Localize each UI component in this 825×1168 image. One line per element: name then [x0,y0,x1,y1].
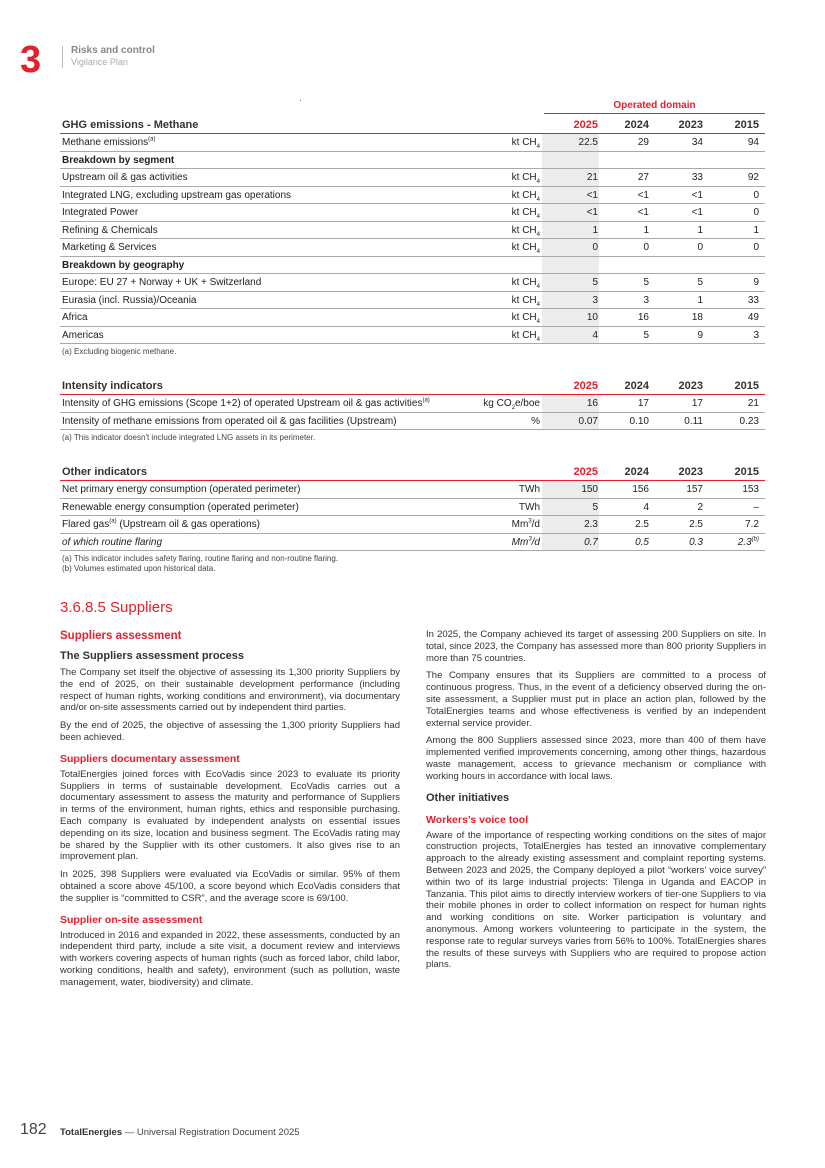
cell-value [542,499,598,517]
cell-value [703,169,759,187]
cell-value [542,222,598,240]
row-label-text: Breakdown by geography [62,259,185,271]
cell-value [647,274,703,292]
cell-value [542,134,598,152]
unit-subscript: 4 [536,319,540,325]
cell-value [647,327,703,345]
table-row [60,516,765,534]
operated-domain-header: Operated domain [544,100,765,114]
cell-value [647,481,703,499]
cell-text: <1 [637,207,649,218]
paragraph: In 2025, 398 Suppliers were evaluated via EcoVadis or similar. 95% of them obtained a score above 45/100, a score beyond which EcoVadis considers that the supplier is “committed to CSR”, and the average score is 69/100. [60,869,400,904]
unit-text: % [531,415,540,427]
cell-text: 0.7 [584,536,598,548]
cell-value [542,187,598,205]
table-footnotes [60,347,765,357]
cell-text: 5 [643,329,649,341]
row-label [62,534,162,552]
table-footnotes [60,433,765,443]
cell-text: 1 [697,224,703,236]
cell-value [542,395,598,413]
cell-value [542,327,598,345]
cell-text: 1 [697,294,703,306]
table-row [60,274,765,292]
cell-value [647,395,703,413]
cell-value [542,534,598,552]
cell-text: 0.23 [739,415,759,427]
row-label [62,274,261,292]
footer-doc: — Universal Registration Document 2025 [122,1127,300,1138]
cell-text: 17 [691,398,703,409]
row-label-text: Net primary energy consumption (operated perimeter) [62,484,301,495]
cell-value [647,187,703,205]
row-label-text: Renewable energy consumption (operated perimeter) [62,501,299,513]
unit-subscript: 4 [536,144,540,150]
year-header: 2015 [734,380,759,392]
row-label [62,395,430,413]
unit-subscript: 4 [536,214,540,220]
cell-text: 22.5 [578,137,598,148]
cell-text: 1 [643,224,649,236]
cell-text: 33 [691,172,703,183]
cell-text: 33 [747,294,759,306]
cell-value [703,395,759,413]
unit-tail: e/boe [514,398,540,409]
table-row [60,292,765,310]
cell-text: 0.07 [578,415,598,427]
footer-brand: TotalEnergies [60,1127,123,1138]
table-row [60,239,765,257]
other-indicators-table [60,463,765,574]
cell-value [542,516,598,534]
year-header: 2024 [624,119,649,131]
row-unit [512,327,540,345]
cell-value [593,292,649,310]
unit-tail: /d [531,519,540,530]
cell-text: 1 [753,224,759,236]
cell-text: 2 [697,501,703,513]
cell-text: 9 [753,277,759,288]
unit-text: kt CH [511,312,537,323]
cell-value [703,499,759,517]
cell-text: 9 [697,329,703,341]
cell-text: 3 [643,294,649,306]
cell-text: 3 [592,294,598,306]
row-unit [531,413,540,431]
intensity-table [60,377,765,443]
cell-value [703,134,759,152]
year-header: 2023 [678,119,703,131]
unit-text: kt CH [511,189,537,201]
cell-text: 5 [592,277,598,288]
table-row [60,327,765,345]
cell-text: 16 [586,398,598,409]
cell-value [703,274,759,292]
year-header: 2025 [573,380,598,392]
table-header-row [60,116,765,134]
header-divider [62,46,63,68]
row-unit [512,239,540,257]
unit-text: kt CH [511,172,537,183]
year-header: 2015 [734,119,759,131]
row-label [62,499,299,517]
onsite-assessment-heading: Supplier on-site assessment [60,913,203,926]
left-column [60,629,400,995]
cell-value [703,534,759,552]
cell-text: 94 [747,137,759,148]
paragraph: In 2025, the Company achieved its target of assessing 200 Suppliers on site. In total, since 2023, the Company has assessed more than 800 priority Suppliers in more than 75 countries. [426,629,766,664]
cell-text: 1 [592,224,598,236]
table-row [60,222,765,240]
row-label [62,481,300,499]
table-row [60,134,765,152]
row-label-text: Upstream oil & gas activities [62,172,188,183]
right-column [426,629,766,977]
unit-text: TWh [518,484,540,495]
paragraph: By the end of 2025, the objective of assessing the 1,300 priority Suppliers had been achieved. [60,720,400,743]
row-unit [512,516,540,534]
paragraph: Among the 800 Suppliers assessed since 2023, more than 400 of them have implemented verified improvements concerning, among other things, hazardous waste management, access to grievance mechanism or compliance with working hours in accordance with local laws. [426,735,766,782]
cell-text: <1 [637,189,649,201]
cell-value [703,239,759,257]
cell-text: 156 [632,484,649,495]
footnote-ref: (a) [422,397,430,404]
workers-voice-heading: Workers’s voice tool [426,813,529,826]
cell-value [703,327,759,345]
cell-value [703,309,759,327]
row-label-text: Integrated Power [62,207,139,218]
cell-text: <1 [586,189,598,201]
table-row [60,204,765,222]
cell-text: 0.3 [689,536,703,548]
cell-value [593,134,649,152]
cell-text: 92 [747,172,759,183]
cell-text: 5 [592,501,598,513]
table-header-row [60,463,765,481]
row-unit [519,499,540,517]
row-unit [512,204,540,222]
cell-value [593,204,649,222]
cell-value [703,187,759,205]
unit-superscript: 3 [528,518,532,525]
chapter-subtitle: Vigilance Plan [71,57,128,67]
unit-subscript: 4 [536,249,540,255]
cell-text: 2.5 [689,519,703,530]
footer-text [60,1127,300,1138]
row-label [62,169,188,187]
cell-text: 27 [637,172,649,183]
cell-text: 153 [742,484,759,495]
cell-value [703,292,759,310]
footnote-ref: (a) [109,518,117,525]
row-label [62,257,184,275]
cell-text: 0 [753,207,759,218]
cell-value [703,413,759,431]
row-label [62,134,156,152]
cell-value [593,274,649,292]
cell-value [542,274,598,292]
footnote: (a) Excluding biogenic methane. [62,347,177,356]
cell-text: 0 [643,242,649,253]
row-unit [512,309,540,327]
cell-value [647,169,703,187]
paragraph: Aware of the importance of respecting working conditions on the sites of major construction projects, TotalEnergies has tested an innovative complementary approach to the already existing assessment and complaint reporting systems. Between 2023 and 2025, the Company deployed a pilot “workers’ voice survey” within two of its large industrial projects: Tilenga in Uganda and EACOP in Tanzania. This pilot aims to directly interview workers of tier-one Suppliers to via their mobile phones in order to collect information on respect for human rights and working conditions on site. Worker participation is voluntary and anonymous. Among workers volunteering to participate in the system, the response rate to regular surveys varies from 56% to 100%. TotalEnergies shares the results of these surveys with Suppliers who are required to propose action plans. [426,829,766,971]
row-label-text: Intensity of methane emissions from operated oil & gas facilities (Upstream) [62,415,397,427]
cell-text: 0 [697,242,703,253]
cell-value [542,481,598,499]
row-label [62,204,138,222]
stray-dot [300,100,301,101]
cell-text: 7.2 [745,519,759,530]
cell-value [647,534,703,552]
unit-subscript: 4 [536,284,540,290]
unit-subscript: 2 [511,405,515,411]
cell-value [593,327,649,345]
cell-text: 157 [686,484,703,495]
cell-text: 2.3 [737,536,752,548]
cell-text: 18 [691,312,703,323]
paragraph: The Company set itself the objective of assessing its 1,300 priority Suppliers by the end of 2025, on their sustainable development performance (including respect of human rights, working conditions and environment), via documentary and/or on-site assessments carried out by independent third parties. [60,667,400,714]
unit-text: kt CH [511,294,537,306]
section-title: 3.6.8.5 Suppliers [60,599,173,616]
unit-subscript: 4 [536,336,540,343]
row-label [62,327,104,345]
paragraph: The Company ensures that its Suppliers are committed to a process of continuous progress. Thus, in the event of a deficiency observed during the on-site assessment, a Supplier must put in place an action plan, followed by the TotalEnergies teams and whose effectiveness is verified by an independent external service provider. [426,670,766,729]
table-row [60,481,765,499]
assessment-process-heading: The Suppliers assessment process [60,650,245,662]
row-unit [512,292,540,310]
row-unit [512,134,540,152]
row-label-text: Intensity of GHG emissions (Scope 1+2) of operated Upstream oil & gas activities [62,398,423,409]
cell-value [542,292,598,310]
suppliers-assessment-heading: Suppliers assessment [60,630,182,642]
cell-value [593,222,649,240]
year-header: 2024 [624,380,649,392]
cell-value [647,309,703,327]
table-title: Other indicators [62,466,147,478]
unit-tail: /d [531,536,540,548]
row-label-text: Methane emissions [62,137,149,148]
year-header: 2024 [624,466,649,478]
footnote-ref: (b) [751,536,759,543]
cell-value [542,413,598,431]
row-label [62,516,260,534]
paragraph: TotalEnergies joined forces with EcoVadis since 2023 to evaluate its priority Suppliers in terms of sustainable development. EcoVadis carries out a documentary assessment to assess the maturity and performance of Suppliers in terms of the environment, human rights, ethics and responsible purchasing. Each company is evaluated by independent analysts on essential issues depending on its size, location and business segment. The EcoVadis rating may be shared by the Supplier with its other customers. It also gives rise to an improvement plan. [60,768,400,863]
cell-text: 2.3 [584,519,598,530]
cell-value [703,516,759,534]
unit-text: kg CO [483,398,512,409]
footnote: (a) This indicator doesn't include integrated LNG assets in its perimeter. [62,433,316,442]
cell-value [593,499,649,517]
chapter-number: 3 [20,39,42,81]
row-label-text: Europe: EU 27 + Norway + UK + Switzerland [62,277,262,288]
cell-text: 17 [637,398,649,409]
row-label-text: Eurasia (incl. Russia)/Oceania [62,294,197,306]
row-label-text: Africa [62,312,88,323]
year-header: 2023 [678,380,703,392]
cell-value [647,292,703,310]
cell-value [593,187,649,205]
row-unit [512,169,540,187]
cell-text: 0.10 [629,415,649,427]
cell-text: 5 [643,277,649,288]
row-label-text: Marketing & Services [62,242,157,253]
table-row [60,309,765,327]
row-label-text: of which routine flaring [62,536,163,548]
cell-value [542,309,598,327]
cell-value [703,222,759,240]
row-label [62,413,397,431]
cell-text: 150 [581,484,598,495]
cell-value [647,239,703,257]
row-label-text: Refining & Chemicals [62,224,158,236]
year-header: 2025 [573,119,598,131]
row-label [62,292,197,310]
row-unit [483,395,540,413]
table-row [60,534,765,552]
unit-superscript: 3 [528,536,532,543]
cell-text: 21 [586,172,598,183]
unit-subscript: 4 [536,196,540,203]
page-number: 182 [20,1121,47,1138]
row-label-text: Americas [62,329,104,341]
unit-text: kt CH [511,224,537,236]
table-row [60,187,765,205]
cell-value [593,413,649,431]
cell-value [647,499,703,517]
unit-subscript: 4 [536,231,540,238]
cell-text: 21 [747,398,759,409]
cell-value [647,516,703,534]
cell-text: 16 [637,312,649,323]
row-unit [512,534,540,552]
cell-value [593,534,649,552]
cell-text: <1 [586,207,598,218]
cell-value [647,204,703,222]
unit-text: Mm [511,536,529,548]
table-row [60,413,765,431]
cell-value [647,413,703,431]
unit-text: kt CH [511,329,537,341]
row-unit [519,481,540,499]
unit-text: kt CH [511,207,537,218]
row-label-text: Flared gas [62,519,110,530]
row-label [62,309,88,327]
cell-text: 3 [753,329,759,341]
unit-text: kt CH [511,137,537,148]
year-header: 2015 [734,466,759,478]
cell-value [542,204,598,222]
row-unit [512,274,540,292]
table-subheader-row [60,152,765,170]
table-footnotes [60,554,765,574]
cell-text: 5 [697,277,703,288]
cell-text: 0.11 [684,415,703,427]
cell-text: 0 [592,242,598,253]
row-unit [512,222,540,240]
row-unit [512,187,540,205]
row-label-text: Breakdown by segment [62,154,175,166]
cell-value [647,222,703,240]
footnote-ref: (a) [148,136,156,143]
table-subheader-row [60,257,765,275]
unit-subscript: 4 [536,179,540,185]
unit-text: TWh [518,501,540,513]
cell-text: – [753,501,759,513]
documentary-assessment-heading: Suppliers documentary assessment [60,752,240,765]
cell-value [703,204,759,222]
cell-text: 0 [753,242,759,253]
table-row [60,499,765,517]
row-label-text: Integrated LNG, excluding upstream gas operations [62,189,292,201]
year-header: 2023 [678,466,703,478]
unit-text: kt CH [511,242,537,253]
row-label [62,187,291,205]
cell-value [542,239,598,257]
row-label [62,239,156,257]
cell-value [593,395,649,413]
cell-text: 4 [592,329,598,341]
row-label [62,152,174,170]
cell-text: 34 [691,137,703,148]
other-initiatives-heading: Other initiatives [426,791,510,804]
footnote: (b) Volumes estimated upon historical data. [62,564,216,573]
footnote: (a) This indicator includes safety flaring, routine flaring and non-routine flaring. [62,554,338,563]
cell-value [703,481,759,499]
cell-text: 0 [753,189,759,201]
table-header-row [60,377,765,395]
table-title: Intensity indicators [62,380,163,392]
cell-text: 29 [637,137,649,148]
cell-value [593,239,649,257]
cell-value [593,481,649,499]
cell-value [593,309,649,327]
methane-table [60,116,765,357]
cell-text: 0.5 [635,536,649,548]
unit-subscript: 4 [536,301,540,308]
cell-text: <1 [691,189,703,201]
cell-text: 49 [747,312,759,323]
row-label [62,222,158,240]
cell-value [593,516,649,534]
chapter-title: Risks and control [71,45,155,56]
cell-text: 10 [586,312,598,323]
cell-value [647,134,703,152]
paragraph: Introduced in 2016 and expanded in 2022, these assessments, conducted by an independent third party, include a site visit, a document review and interviews with workers covering aspects of human rights (such as forced labor, child labor, working conditions, health and safety), environment (such as pollution, waste management, water, biodiversity) and climate. [60,929,400,988]
table-row [60,395,765,413]
table-title: GHG emissions - Methane [62,119,199,131]
table-row [60,169,765,187]
cell-text: 2.5 [635,519,649,530]
cell-value [542,169,598,187]
cell-value [593,169,649,187]
year-header: 2025 [573,466,598,478]
unit-text: kt CH [511,277,537,288]
unit-text: Mm [511,519,529,530]
cell-text: <1 [691,207,703,218]
row-label-tail: (Upstream oil & gas operations) [116,519,260,530]
cell-text: 4 [643,501,649,513]
